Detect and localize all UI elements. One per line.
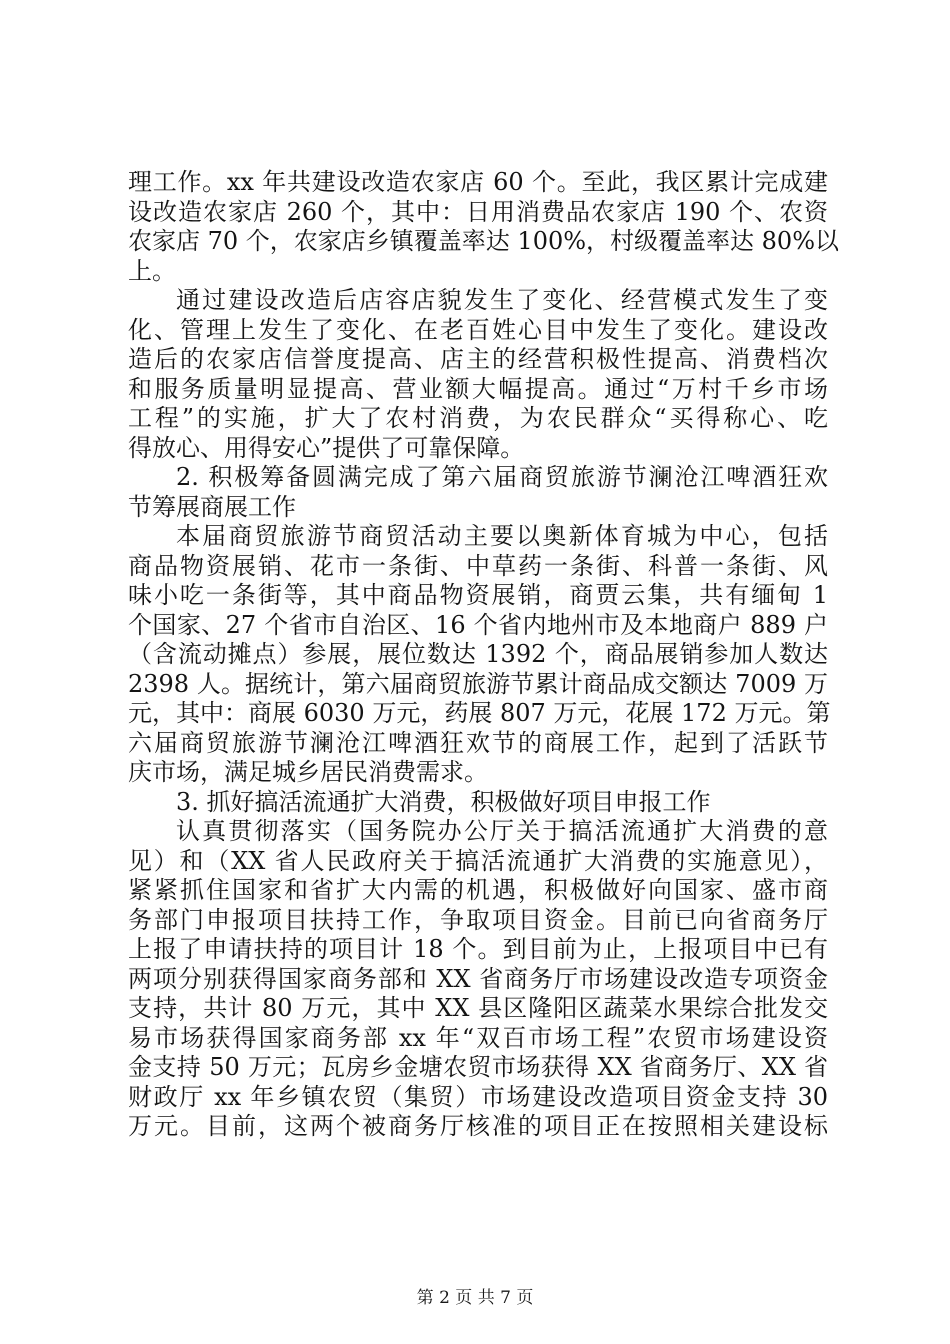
text-line: 造后的农家店信誉度提高、店主的经营积极性提高、消费档次 <box>128 345 828 373</box>
text-line: 2398 人。据统计，第六届商贸旅游节累计商品成交额达 7009 万 <box>128 669 828 698</box>
text-line: 支持，共计 80 万元，其中 XX 县区隆阳区蔬菜水果综合批发交 <box>128 994 828 1022</box>
text-line: 工程”的实施，扩大了农村消费，为农民群众“买得称心、吃 <box>128 404 828 432</box>
text-line: 六届商贸旅游节澜沧江啤酒狂欢节的商展工作，起到了活跃节 <box>128 728 828 757</box>
text-line: 得放心、用得安心”提供了可靠保障。 <box>128 433 525 462</box>
text-line: 味小吃一条街等，其中商品物资展销，商贾云集，共有缅甸 1 <box>128 581 828 609</box>
text-line: 上。 <box>128 256 176 285</box>
text-line: 理工作。xx 年共建设改造农家店 60 个。至此，我区累计完成建 <box>128 168 828 196</box>
text-line: 两项分别获得国家商务部和 XX 省商务厅市场建设改造专项资金 <box>128 964 828 993</box>
text-line: （含流动摊点）参展，展位数达 1392 个，商品展销参加人数达 <box>128 640 828 668</box>
text-line: 上报了申请扶持的项目计 18 个。到目前为止，上报项目中已有 <box>128 935 828 963</box>
text-line: 认真贯彻落实（国务院办公厅关于搞活流通扩大消费的意 <box>176 817 828 845</box>
text-line: 农家店 70 个，农家店乡镇覆盖率达 100%，村级覆盖率达 80%以 <box>128 227 840 255</box>
text-line: 万元。目前，这两个被商务厅核准的项目正在按照相关建设标 <box>128 1112 828 1140</box>
section-heading: 3. 抓好搞活流通扩大消费，积极做好项目申报工作 <box>176 787 711 816</box>
text-line: 通过建设改造后店容店貌发生了变化、经营模式发生了变 <box>176 286 828 314</box>
section-heading: 节筹展商展工作 <box>128 492 296 521</box>
text-line: 元，其中：商展 6030 万元，药展 807 万元，花展 172 万元。第 <box>128 699 831 727</box>
text-line: 个国家、27 个省市自治区、16 个省内地州市及本地商户 889 户 <box>128 610 828 639</box>
text-line: 务部门申报项目扶持工作，争取项目资金。目前已向省商务厅 <box>128 905 828 934</box>
body-text <box>128 168 840 1142</box>
text-line: 易市场获得国家商务部 xx 年“双百市场工程”农贸市场建设资 <box>128 1023 828 1052</box>
text-line: 紧紧抓住国家和省扩大内需的机遇，积极做好向国家、盛市商 <box>128 876 828 904</box>
text-line: 化、管理上发生了变化、在老百姓心目中发生了变化。建设改 <box>128 315 828 344</box>
text-line: 本届商贸旅游节商贸活动主要以奥新体育城为中心，包括 <box>176 522 828 550</box>
text-line: 庆市场，满足城乡居民消费需求。 <box>128 758 488 786</box>
text-line: 商品物资展销、花市一条街、中草药一条街、科普一条街、风 <box>128 551 828 580</box>
text-line: 金支持 50 万元；瓦房乡金塘农贸市场获得 XX 省商务厅、XX 省 <box>128 1053 828 1081</box>
text-line: 见）和（XX 省人民政府关于搞活流通扩大消费的实施意见）， <box>128 846 828 875</box>
page-number-footer: 第 2 页 共 7 页 <box>416 1288 534 1308</box>
text-line: 和服务质量明显提高、营业额大幅提高。通过“万村千乡市场 <box>128 374 828 403</box>
section-heading: 2. 积极筹备圆满完成了第六届商贸旅游节澜沧江啤酒狂欢 <box>176 463 828 491</box>
text-line: 设改造农家店 260 个，其中：日用消费品农家店 190 个、农资 <box>128 197 828 226</box>
text-line: 财政厅 xx 年乡镇农贸（集贸）市场建设改造项目资金支持 30 <box>128 1082 828 1111</box>
